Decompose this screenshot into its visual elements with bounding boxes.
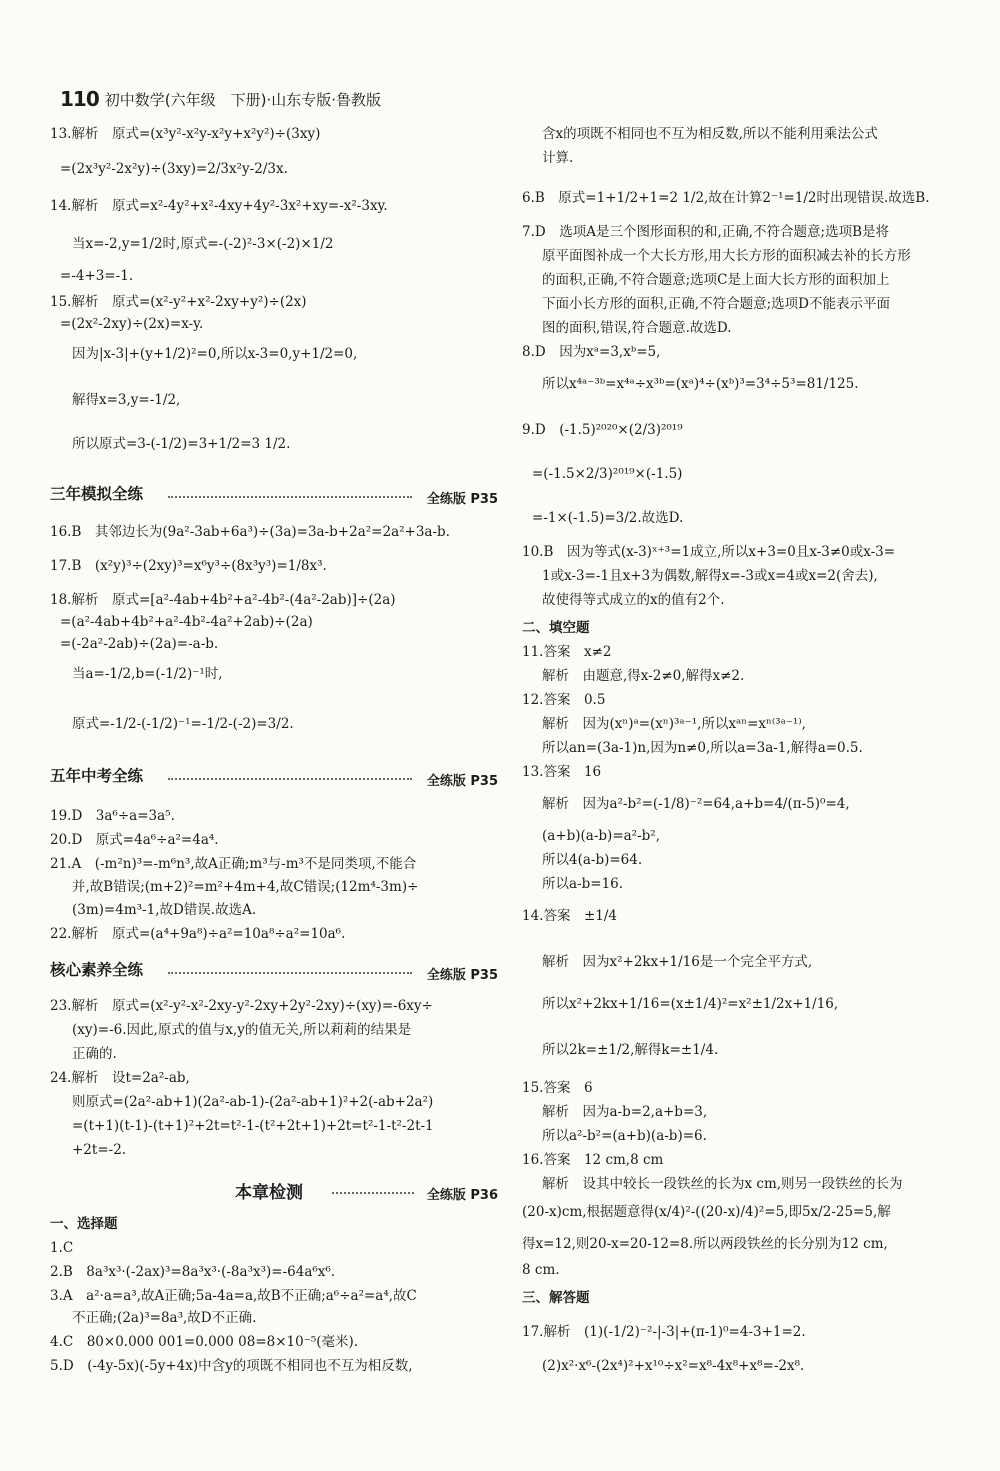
- solution-line: 不正确;(2a)³=8a³,故D不正确.: [72, 1310, 257, 1326]
- solution-line: 22.解析 原式=(a⁴+9a⁸)÷a²=10a⁸÷a²=10a⁶.: [50, 926, 346, 942]
- solution-line: 解析 设其中较长一段铁丝的长为x cm,则另一段铁丝的长为: [542, 1176, 903, 1192]
- leader-dots: [168, 778, 412, 780]
- solution-line: =(-1.5×2/3)²⁰¹⁹×(-1.5): [532, 466, 683, 482]
- solution-line: 1.C: [50, 1240, 74, 1256]
- solution-line: 23.解析 原式=(x²-y²-x²-2xy-y²-2xy+2y²-2xy)÷(xy)=-6xy÷: [50, 998, 433, 1014]
- solution-line: 计算.: [542, 150, 574, 166]
- solution-line: 所以a²-b²=(a+b)(a-b)=6.: [542, 1128, 707, 1144]
- solution-line: 16.答案 12 cm,8 cm: [522, 1152, 664, 1168]
- solution-line: 17.B (x²y)³÷(2xy)³=x⁶y³÷(8x³y³)=1/8x³.: [50, 558, 327, 574]
- solution-line: =(2x²-2xy)÷(2x)=x-y.: [60, 316, 204, 332]
- solution-line: =(a²-4ab+4b²+a²-4b²-4a²+2ab)÷(2a): [60, 614, 313, 630]
- solution-line: 12.答案 0.5: [522, 692, 606, 708]
- solution-line: 18.解析 原式=[a²-4ab+4b²+a²-4b²-(4a²-2ab)]÷(2a): [50, 592, 396, 608]
- solution-line: 所以原式=3-(-1/2)=3+1/2=3 1/2.: [72, 436, 291, 452]
- solution-line: 16.B 其邻边长为(9a²-3ab+6a³)÷(3a)=3a-b+2a²=2a²+3a-b.: [50, 524, 450, 540]
- solution-line: 24.解析 设t=2a²-ab,: [50, 1070, 190, 1086]
- solution-line: 原平面图补成一个大长方形,用大长方形的面积减去补的长方形: [542, 248, 911, 264]
- solution-line: 21.A (-m²n)³=-m⁶n³,故A正确;m³与-m³不是同类项,不能合: [50, 856, 417, 872]
- section-reference: 全练版 P35: [426, 968, 498, 983]
- solution-line: 故使得等式成立的x的值有2个.: [542, 592, 725, 608]
- solution-line: 7.D 选项A是三个图形面积的和,正确,不符合题意;选项B是将: [522, 224, 890, 240]
- leader-dots: [332, 1192, 414, 1194]
- section-reference: 全练版 P35: [426, 774, 498, 789]
- solution-line: 因为|x-3|+(y+1/2)²=0,所以x-3=0,y+1/2=0,: [72, 346, 358, 362]
- leader-dots: [168, 496, 412, 498]
- solution-line: 8 cm.: [522, 1262, 560, 1278]
- solution-line: 所以x⁴ᵃ⁻³ᵇ=x⁴ᵃ÷x³ᵇ=(xᵃ)⁴÷(xᵇ)³=3⁴÷5³=81/125.: [542, 376, 859, 392]
- solution-line: 2.B 8a³x³·(-2ax)³=8a³x³·(-8a³x³)=-64a⁶x⁶.: [50, 1264, 336, 1280]
- solution-line: =-1×(-1.5)=3/2.故选D.: [532, 510, 684, 526]
- section-reference: 全练版 P35: [426, 492, 498, 507]
- subsection-heading: 三、解答题: [522, 1290, 590, 1306]
- leader-dots: [168, 972, 412, 974]
- solution-line: =(-2a²-2ab)÷(2a)=-a-b.: [60, 636, 219, 652]
- solution-line: (2)x²·x⁶-(2x⁴)²+x¹⁰÷x²=x⁸-4x⁸+x⁸=-2x⁸.: [542, 1358, 805, 1374]
- solution-line: 19.D 3a⁶÷a=3a⁵.: [50, 808, 175, 824]
- chapter-test-heading: 本章检测: [235, 1183, 303, 1203]
- solution-line: 图的面积,错误,符合题意.故选D.: [542, 320, 732, 336]
- solution-line: 15.答案 6: [522, 1080, 593, 1096]
- solution-line: 1或x-3=-1且x+3为偶数,解得x=-3或x=4或x=2(舍去),: [542, 568, 878, 584]
- solution-line: 20.D 原式=4a⁶÷a²=4a⁴.: [50, 832, 219, 848]
- solution-line: 解析 因为(xⁿ)ᵃ=(xⁿ)³ᵃ⁻¹,所以xᵃⁿ=xⁿ⁽³ᵃ⁻¹⁾,: [542, 716, 806, 732]
- subsection-heading: 二、填空题: [522, 620, 590, 636]
- solution-line: 含x的项既不相同也不互为相反数,所以不能利用乘法公式: [542, 126, 878, 142]
- solution-line: 当x=-2,y=1/2时,原式=-(-2)²-3×(-2)×1/2: [72, 236, 334, 252]
- solution-line: 13.解析 原式=(x³y²-x²y-x²y+x²y²)÷(3xy): [50, 126, 321, 142]
- solution-line: 11.答案 x≠2: [522, 644, 612, 660]
- solution-line: 17.解析 (1)(-1/2)⁻²-|-3|+(π-1)⁰=4-3+1=2.: [522, 1324, 806, 1340]
- section-heading: 五年中考全练: [50, 767, 144, 785]
- solution-line: 所以x²+2kx+1/16=(x±1/4)²=x²±1/2x+1/16,: [542, 996, 839, 1012]
- book-title: 初中数学(六年级 下册)·山东专版·鲁教版: [104, 90, 381, 109]
- solution-line: =(t+1)(t-1)-(t+1)²+2t=t²-1-(t²+2t+1)+2t=t²-1-t²-2t-1: [72, 1118, 434, 1134]
- solution-line: 解得x=3,y=-1/2,: [72, 392, 181, 408]
- page-header: [60, 84, 381, 114]
- solution-line: 8.D 因为xᵃ=3,xᵇ=5,: [522, 344, 661, 360]
- solution-line: 所以an=(3a-1)n,因为n≠0,所以a=3a-1,解得a=0.5.: [542, 740, 863, 756]
- solution-line: 14.答案 ±1/4: [522, 908, 618, 924]
- solution-line: 3.A a²·a=a³,故A正确;5a-4a=a,故B不正确;a⁶÷a²=a⁴,故C: [50, 1288, 417, 1304]
- solution-line: (a+b)(a-b)=a²-b²,: [542, 828, 660, 844]
- section-reference: 全练版 P36: [426, 1188, 498, 1203]
- solution-line: (xy)=-6.因此,原式的值与x,y的值无关,所以莉莉的结果是: [72, 1022, 412, 1038]
- solution-line: 解析 因为a-b=2,a+b=3,: [542, 1104, 708, 1120]
- solution-line: 正确的.: [72, 1046, 117, 1062]
- solution-line: 得x=12,则20-x=20-12=8.所以两段铁丝的长分别为12 cm,: [522, 1236, 888, 1252]
- section-heading: 核心素养全练: [50, 961, 144, 979]
- solution-line: 则原式=(2a²-ab+1)(2a²-ab-1)-(2a²-ab+1)²+2(-ab+2a²): [72, 1094, 434, 1110]
- subsection-heading: 一、选择题: [50, 1216, 118, 1232]
- solution-line: 4.C 80×0.000 001=0.000 08=8×10⁻⁵(毫米).: [50, 1334, 359, 1350]
- solution-line: 并,故B错误;(m+2)²=m²+4m+4,故C错误;(12m⁴-3m)÷: [72, 879, 419, 895]
- solution-line: 9.D (-1.5)²⁰²⁰×(2/3)²⁰¹⁹: [522, 422, 683, 438]
- solution-line: 当a=-1/2,b=(-1/2)⁻¹时,: [72, 666, 223, 682]
- solution-line: 原式=-1/2-(-1/2)⁻¹=-1/2-(-2)=3/2.: [72, 716, 294, 732]
- solution-line: 14.解析 原式=x²-4y²+x²-4xy+4y²-3x²+xy=-x²-3xy.: [50, 198, 388, 214]
- solution-line: +2t=-2.: [72, 1142, 127, 1158]
- solution-line: =-4+3=-1.: [60, 268, 134, 284]
- solution-line: 6.B 原式=1+1/2+1=2 1/2,故在计算2⁻¹=1/2时出现错误.故选B.: [522, 190, 930, 206]
- solution-line: 10.B 因为等式(x-3)ˣ⁺³=1成立,所以x+3=0且x-3≠0或x-3=: [522, 544, 896, 560]
- solution-line: (20-x)cm,根据题意得(x/4)²-((20-x)/4)²=5,即5x/2-25=5,解: [522, 1204, 891, 1220]
- solution-line: 解析 由题意,得x-2≠0,解得x≠2.: [542, 668, 745, 684]
- section-heading: 三年模拟全练: [50, 485, 144, 503]
- solution-line: =(2x³y²-2x²y)÷(3xy)=2/3x²y-2/3x.: [60, 161, 288, 177]
- solution-line: (3m)=4m³-1,故D错误.故选A.: [72, 902, 257, 918]
- solution-line: 解析 因为a²-b²=(-1/8)⁻²=64,a+b=4/(π-5)⁰=4,: [542, 796, 850, 812]
- solution-line: 15.解析 原式=(x²-y²+x²-2xy+y²)÷(2x): [50, 294, 307, 310]
- solution-line: 13.答案 16: [522, 764, 602, 780]
- solution-line: 5.D (-4y-5x)(-5y+4x)中含y的项既不相同也不互为相反数,: [50, 1358, 413, 1374]
- solution-line: 解析 因为x²+2kx+1/16是一个完全平方式,: [542, 954, 813, 970]
- solution-line: 的面积,正确,不符合题意;选项C是上面大长方形的面积加上: [542, 272, 890, 288]
- page-number: 110: [60, 87, 99, 111]
- solution-line: 所以4(a-b)=64.: [542, 852, 643, 868]
- solution-line: 所以a-b=16.: [542, 876, 624, 892]
- solution-line: 下面小长方形的面积,正确,不符合题意;选项D不能表示平面: [542, 296, 890, 312]
- solution-line: 所以2k=±1/2,解得k=±1/4.: [542, 1042, 719, 1058]
